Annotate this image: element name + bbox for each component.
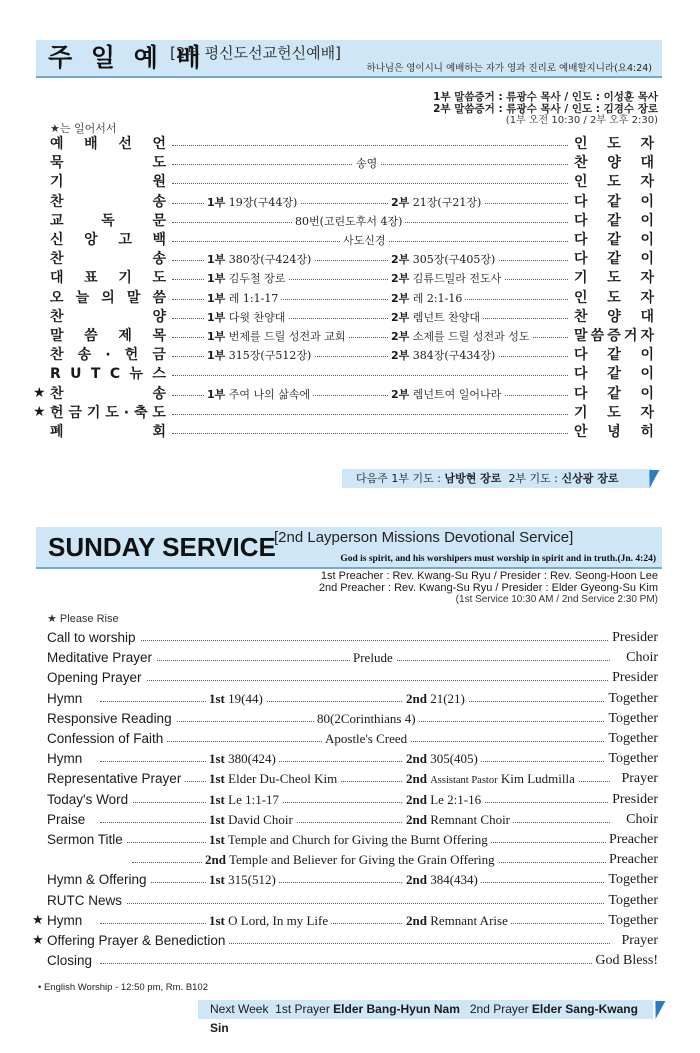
first-service-detail <box>204 250 314 269</box>
first-service-detail <box>206 810 296 830</box>
dotted-leader <box>100 963 610 964</box>
first-service-value: Temple and Church for Giving the Burnt Offering <box>227 832 488 847</box>
dotted-leader <box>172 414 568 415</box>
korean-preachers <box>433 91 658 127</box>
order-item-name: 헌 금 기 도 · 축 도 <box>50 404 166 421</box>
order-item-leader: Presider <box>609 790 658 810</box>
order-row <box>0 689 700 709</box>
order-row <box>0 346 700 365</box>
order-item-leader: 찬 양 대 <box>574 155 654 172</box>
korean-title: 주 일 예 배 <box>48 43 206 72</box>
dotted-leader <box>172 183 568 184</box>
dotted-leader <box>172 433 568 434</box>
second-service-detail <box>388 193 484 212</box>
order-row <box>0 628 700 648</box>
order-item-name: Confession of Faith <box>47 729 167 749</box>
second-service-detail <box>388 250 498 269</box>
first-service-value: O Lord, In my Life <box>228 912 329 928</box>
first-service-label: 1부 <box>207 310 226 324</box>
english-verse: God is spirit, and his worshipers must worship in spirit and in truth.(Jn. 4:24) <box>340 554 656 564</box>
first-service-value: Le 1:1-17 <box>228 791 280 807</box>
second-service-value: 렘넌트 찬양대 <box>412 310 481 324</box>
second-service-label: 2nd <box>406 811 427 827</box>
order-item-leader: Together <box>605 891 658 911</box>
next-week-second-prayer-en: Elder Sang-Kwang Sin <box>210 1002 638 1035</box>
first-service-value: 380장(구424장) <box>228 253 312 267</box>
order-item-name: Praise <box>47 810 89 830</box>
first-service-detail <box>206 911 331 931</box>
order-item-name: 묵 도 <box>50 155 166 172</box>
first-service-value: 레 1:1-17 <box>228 291 279 305</box>
english-rise-note: ★ Please Rise <box>47 613 119 625</box>
next-week-first-label: 1부 기도 : <box>391 472 441 485</box>
dotted-leader <box>100 923 610 924</box>
second-service-value: Remnant Choir <box>430 811 511 827</box>
second-service-value: Kim Ludmilla <box>500 771 575 787</box>
order-item-detail: 80번(고린도후서 4장) <box>292 212 405 231</box>
order-item-name: 폐 회 <box>50 424 166 440</box>
order-item-detail: 80(2Corinthians 4) <box>314 709 419 729</box>
korean-preacher-1: 1부 말씀증거 : 류광수 목사 / 인도 : 이성훈 목사 <box>433 91 658 103</box>
order-item-name: Closing <box>47 951 96 971</box>
next-week-label-en: Next Week <box>210 1002 269 1016</box>
english-header <box>36 527 662 567</box>
order-item-leader: Presider <box>609 668 658 688</box>
order-item-leader: 찬 양 대 <box>574 308 654 325</box>
first-service-value: David Choir <box>228 811 293 827</box>
next-week-first-prayer-en: Elder Bang-Hyun Nam <box>333 1002 460 1016</box>
order-item-leader: 안 녕 히 <box>574 424 654 440</box>
english-title: SUNDAY SERVICE <box>48 532 276 562</box>
second-service-detail <box>388 308 483 327</box>
order-item-leader: Together <box>605 870 658 890</box>
order-item-name: 대 표 기 도 <box>50 270 166 287</box>
order-row <box>0 931 700 951</box>
korean-header-rule <box>36 76 662 78</box>
first-service-label: 1st <box>209 690 225 706</box>
order-row <box>0 709 700 729</box>
first-service-label: 1부 <box>207 330 226 343</box>
english-worship-note: • English Worship - 12:50 pm, Rm. B102 <box>38 982 209 993</box>
order-item-leader: Together <box>605 749 658 769</box>
order-item-name: Opening Prayer <box>47 668 146 688</box>
rise-star-icon: ★ <box>32 933 44 948</box>
order-item-leader: 다 같 이 <box>574 385 654 402</box>
korean-service-times: (1부 오전 10:30 / 2부 오후 2:30) <box>505 115 658 126</box>
order-item-leader: Presider <box>609 628 658 648</box>
english-service-times: (1st Service 10:30 AM / 2nd Service 2:30 PM) <box>455 594 658 605</box>
korean-preacher-2: 2부 말씀증거 : 류광수 목사 / 인도 : 김경수 장로 <box>433 103 658 115</box>
order-item-name: Representative Prayer <box>47 769 185 789</box>
next-week-second-label-en: 2nd Prayer <box>469 1002 529 1016</box>
first-service-value: 주여 나의 삶속에 <box>228 387 311 401</box>
order-row <box>0 135 700 154</box>
second-service-detail <box>403 689 468 709</box>
first-service-detail <box>204 308 288 327</box>
order-item-detail: 사도신경 <box>340 231 389 250</box>
second-service-label: 2부 <box>391 310 410 324</box>
first-service-label: 1st <box>209 811 225 827</box>
order-item-leader: Choir <box>623 810 658 830</box>
first-service-label: 1st <box>209 771 225 787</box>
order-row <box>0 385 700 404</box>
order-row <box>0 404 700 423</box>
second-service-detail <box>388 289 465 308</box>
english-subtitle: [2nd Layperson Missions Devotional Service] <box>274 529 574 546</box>
first-service-label: 1부 <box>207 387 226 401</box>
order-row <box>0 850 700 870</box>
order-item-leader: 인 도 자 <box>574 136 654 152</box>
second-service-label: 2nd <box>406 690 427 706</box>
order-item-leader: Prayer <box>618 769 658 789</box>
order-item-leader: 말 씀 증 거 자 <box>574 328 654 344</box>
order-row <box>0 810 700 830</box>
next-week-second-prayer: 신상광 장로 <box>561 472 619 485</box>
order-item-name: Offering Prayer & Benediction <box>47 931 229 951</box>
korean-next-week-bar <box>342 469 652 488</box>
rise-star-icon: ★ <box>33 384 46 401</box>
second-service-label: 2nd <box>406 872 427 888</box>
order-item-name: Sermon Title <box>47 830 127 850</box>
order-row <box>0 790 700 810</box>
order-item-name: Meditative Prayer <box>47 648 156 668</box>
first-service-value: 다윗 찬양대 <box>228 310 286 324</box>
first-service-detail <box>204 193 300 212</box>
first-service-detail <box>204 385 313 404</box>
first-service-label: 1st <box>209 832 225 847</box>
order-item-name: Call to worship <box>47 628 140 648</box>
order-item-leader: 인 도 자 <box>574 289 654 306</box>
first-service-label: 1부 <box>207 349 226 363</box>
first-service-detail <box>204 346 314 365</box>
next-week-label: 다음주 <box>356 472 388 485</box>
dotted-leader <box>172 145 568 146</box>
first-service-detail <box>206 790 282 810</box>
order-item-detail: Prelude <box>350 648 396 668</box>
order-item-detail: 송영 <box>353 154 380 173</box>
order-row <box>0 173 700 192</box>
order-item-name: 예 배 선 언 <box>50 136 166 152</box>
korean-subtitle: [2부 평신도선교헌신예배] <box>170 44 341 62</box>
dotted-leader <box>100 680 610 681</box>
second-service-label: 2nd <box>406 751 427 767</box>
order-item-name: Hymn & Offering <box>47 870 151 890</box>
dotted-leader <box>172 375 568 376</box>
second-service-value: Remnant Arise <box>430 912 508 928</box>
second-service-detail <box>403 749 481 769</box>
order-item-name: Responsive Reading <box>47 709 176 729</box>
order-item-name: 찬 송 <box>50 385 166 402</box>
dotted-leader <box>100 802 610 803</box>
second-service-detail <box>403 790 484 810</box>
order-row <box>0 250 700 269</box>
first-service-label: 1부 <box>207 195 226 209</box>
next-week-second-label: 2부 기도 : <box>508 472 559 485</box>
dotted-leader <box>100 903 610 904</box>
order-item-leader: Together <box>605 729 658 749</box>
korean-rise-note: ★는 일어서서 <box>50 122 117 135</box>
dotted-leader <box>100 640 610 641</box>
first-service-detail <box>206 870 279 890</box>
order-item-name: Hymn <box>47 689 86 709</box>
second-service-label: 2부 <box>391 253 410 267</box>
order-row <box>0 154 700 173</box>
order-row <box>0 231 700 250</box>
second-service-detail <box>388 327 533 346</box>
order-item-name: 찬 송 <box>50 251 166 268</box>
second-service-label: 2부 <box>391 330 410 343</box>
order-row <box>0 423 700 442</box>
first-service-detail <box>206 830 491 850</box>
first-service-detail <box>206 769 340 789</box>
order-item-name: 오 늘 의 말 씀 <box>50 289 166 306</box>
order-row <box>0 289 700 308</box>
order-row <box>0 749 700 769</box>
second-service-label: 2부 <box>391 195 410 209</box>
order-row <box>0 729 700 749</box>
second-service-value: Le 2:1-16 <box>430 791 482 807</box>
rise-star-icon: ★ <box>32 912 44 928</box>
next-week-first-label-en: 1st Prayer <box>275 1002 330 1016</box>
second-service-value: 김류드밀라 전도사 <box>412 272 502 286</box>
first-service-label: 1부 <box>207 291 226 305</box>
order-row <box>0 769 700 789</box>
second-service-value: 소제를 드릴 성전과 성도 <box>412 330 530 343</box>
second-service-detail <box>403 911 511 931</box>
first-service-label: 1st <box>209 872 225 888</box>
order-item-leader: Preacher <box>606 850 658 870</box>
order-item-name: 찬 송 <box>50 193 166 210</box>
second-service-label: 2nd <box>406 771 427 787</box>
first-service-label: 1부 <box>207 272 226 286</box>
order-item-leader: 다 같 이 <box>574 251 654 268</box>
order-item-name: 찬 양 <box>50 308 166 325</box>
order-item-leader: Together <box>605 709 658 729</box>
second-service-detail <box>403 769 578 791</box>
order-item-name: 교 독 문 <box>50 212 166 229</box>
first-service-value: 315(512) <box>228 872 276 888</box>
second-service-value: 305(405) <box>430 751 478 767</box>
dotted-leader <box>100 822 610 823</box>
next-week-first-prayer: 남방현 장로 <box>444 472 502 485</box>
order-item-leader: 다 같 이 <box>574 347 654 364</box>
second-service-value: 레 2:1-16 <box>412 291 463 305</box>
order-row <box>0 870 700 890</box>
order-item-detail: Apostle's Creed <box>322 729 410 749</box>
order-item-leader: Choir <box>623 648 658 668</box>
order-item-name: RUTC News <box>47 891 126 911</box>
order-item-name: Hymn <box>47 911 86 931</box>
first-service-value: 번제를 드릴 성전과 교회 <box>228 330 346 343</box>
first-service-label: 1st <box>209 791 225 807</box>
second-service-label: 2부 <box>391 291 410 305</box>
order-item-leader: 다 같 이 <box>574 232 654 248</box>
order-item-leader: 기 도 자 <box>574 270 654 287</box>
second-service-detail <box>388 269 504 288</box>
dotted-leader <box>100 701 610 702</box>
order-row <box>0 830 700 850</box>
english-preachers <box>319 570 658 606</box>
english-next-week-bar <box>198 1000 653 1035</box>
second-service-prefix: Assistant Pastor <box>430 775 498 787</box>
first-service-value: 315장(구512장) <box>228 349 312 363</box>
dotted-leader <box>100 761 610 762</box>
order-item-leader: 인 도 자 <box>574 174 654 191</box>
order-item-name: 말 씀 제 목 <box>50 328 166 344</box>
order-row <box>0 308 700 327</box>
order-item-leader: 다 같 이 <box>574 366 654 383</box>
order-item-leader: 다 같 이 <box>574 212 654 229</box>
first-service-label: 1st <box>209 751 225 767</box>
rise-star-icon: ★ <box>33 403 46 420</box>
second-service-detail <box>403 810 513 830</box>
first-service-value: 김두철 장로 <box>228 272 286 286</box>
first-service-detail <box>204 327 349 346</box>
first-service-detail <box>206 689 266 709</box>
second-service-value: Temple and Believer for Giving the Grain Offering <box>228 852 495 868</box>
order-item-name: Today's Word <box>47 790 132 810</box>
order-item-name: Hymn <box>47 749 86 769</box>
second-service-value: 384장(구434장) <box>412 349 496 363</box>
second-service-label: 2부 <box>391 349 410 363</box>
first-service-value: 19(44) <box>228 690 263 706</box>
first-service-label: 1st <box>209 912 225 928</box>
second-service-value: 384(434) <box>430 872 478 888</box>
second-service-detail <box>388 385 504 404</box>
order-item-leader: Together <box>605 689 658 709</box>
second-service-detail <box>388 346 498 365</box>
english-preacher-2: 2nd Preacher : Rev. Kwang-Su Ryu / Presider : Elder Gyeong-Su Kim <box>318 582 658 594</box>
order-row <box>0 327 700 346</box>
order-item-leader: God Bless! <box>592 951 658 971</box>
first-service-detail <box>204 289 281 308</box>
order-item-leader: Prayer <box>618 931 658 951</box>
order-item-name: 신 앙 고 백 <box>50 232 166 248</box>
order-row <box>0 951 700 971</box>
order-item-name: 기 원 <box>50 174 166 191</box>
korean-header <box>36 40 662 76</box>
order-row <box>0 891 700 911</box>
order-row <box>0 911 700 931</box>
first-service-detail <box>206 749 279 769</box>
english-header-rule <box>36 567 662 569</box>
second-service-label: 2nd <box>406 791 427 807</box>
order-row <box>0 365 700 384</box>
second-service-value: 21장(구21장) <box>412 195 482 209</box>
second-service-label: 2부 <box>391 387 410 401</box>
order-row <box>0 648 700 668</box>
order-item-leader: Preacher <box>606 830 658 850</box>
second-service-detail <box>403 870 481 890</box>
order-row <box>0 668 700 688</box>
order-item-leader: 다 같 이 <box>574 193 654 210</box>
second-service-label: 2nd <box>406 912 427 928</box>
first-service-value: 380(424) <box>228 751 276 767</box>
second-service-value: 305장(구405장) <box>412 253 496 267</box>
english-preacher-1: 1st Preacher : Rev. Kwang-Su Ryu / Presider : Rev. Seong-Hoon Lee <box>320 570 658 582</box>
korean-verse: 하나님은 영이시니 예배하는 자가 영과 진리로 예배할지니라(요4:24) <box>366 63 652 74</box>
order-item-leader: Together <box>605 911 658 931</box>
second-service-value: 21(21) <box>430 690 465 706</box>
order-row <box>0 193 700 212</box>
second-service-label: 2부 <box>391 272 410 286</box>
dotted-leader <box>100 882 610 883</box>
order-item-leader: 기 도 자 <box>574 404 654 421</box>
order-item-name: 찬 송 · 헌 금 <box>50 347 166 364</box>
second-service-label: 2nd <box>205 852 226 868</box>
first-service-value: 19장(구44장) <box>228 195 298 209</box>
order-row <box>0 269 700 288</box>
second-service-value: 렘넌트여 일어나라 <box>412 387 502 401</box>
first-service-label: 1부 <box>207 253 226 267</box>
order-item-name: R U T C 뉴 스 <box>50 366 166 383</box>
second-service-detail <box>202 850 498 870</box>
order-row <box>0 212 700 231</box>
first-service-detail <box>204 269 288 288</box>
first-service-value: Elder Du-Cheol Kim <box>228 771 338 787</box>
